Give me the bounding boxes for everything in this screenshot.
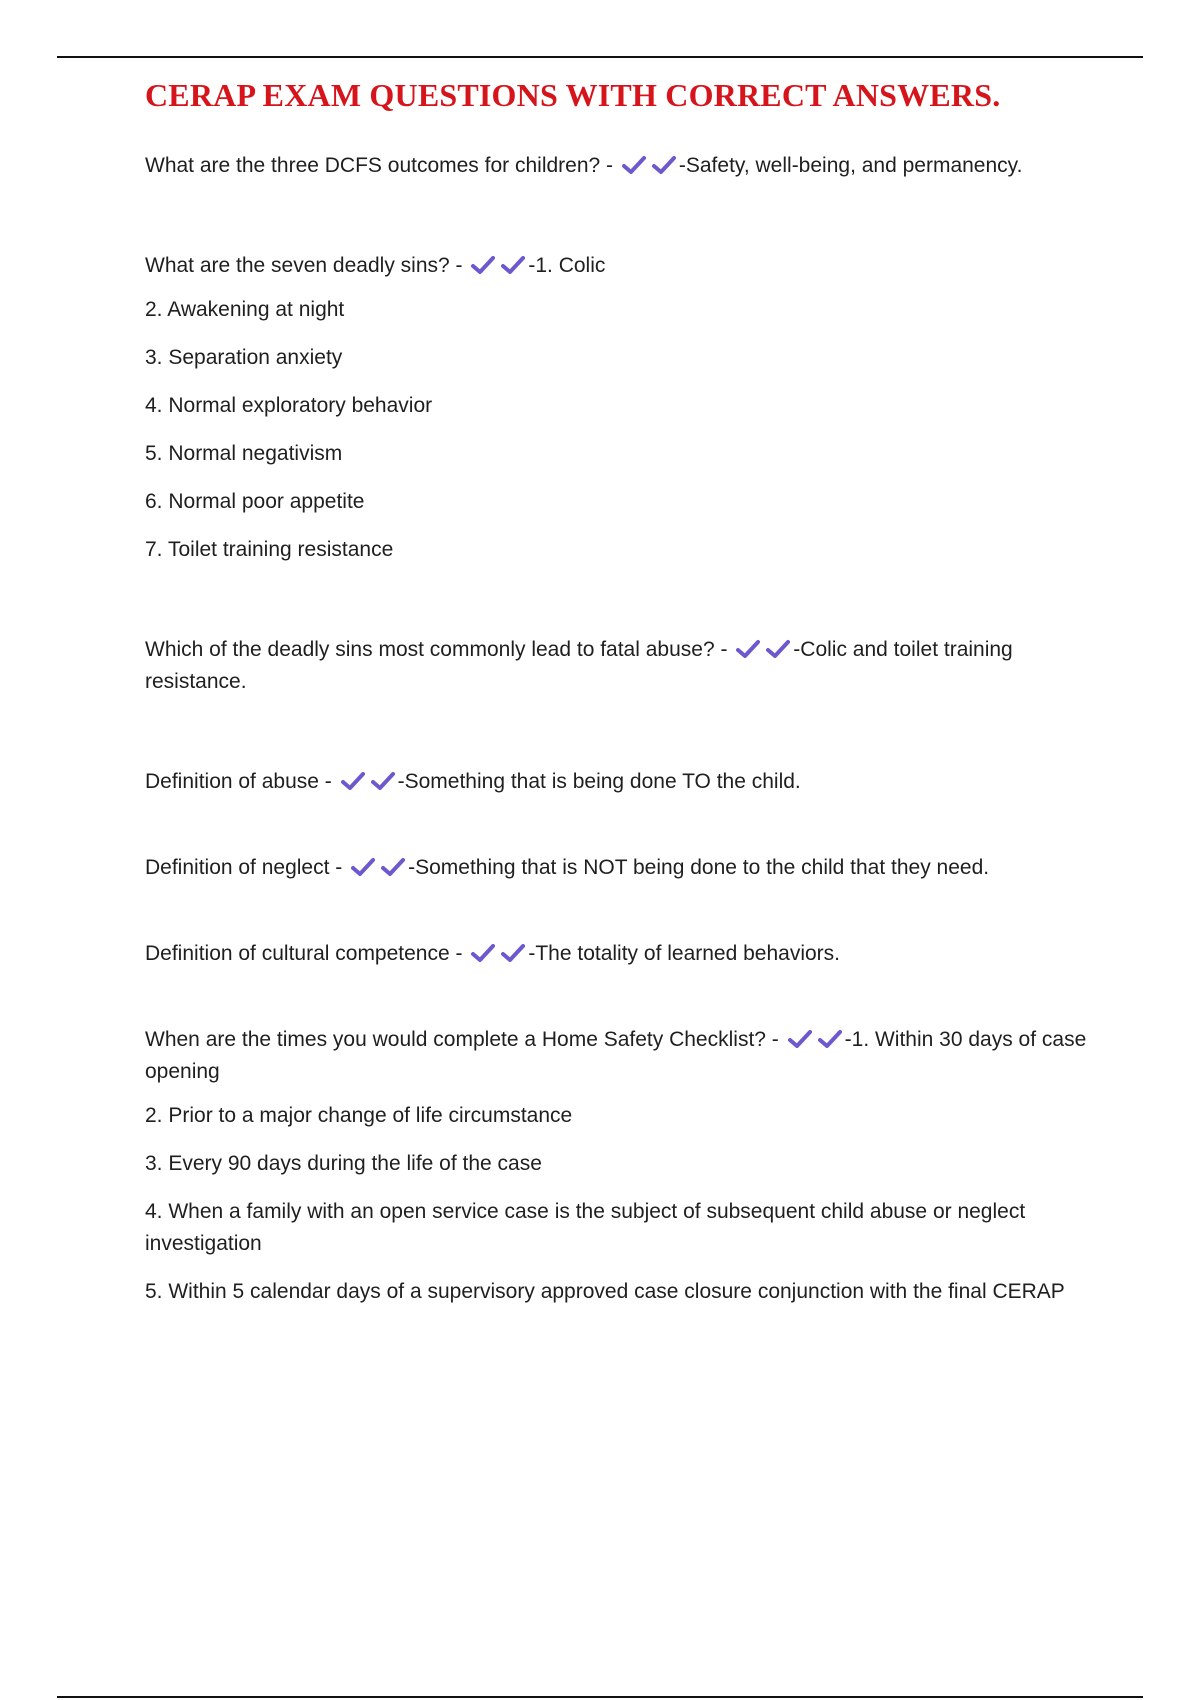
- qa-block-2: [145, 250, 1105, 566]
- question-text: When are the times you would complete a Home Safety Checklist? -: [145, 1028, 779, 1051]
- check-mark-icon: [651, 155, 677, 175]
- question-text: Definition of abuse -: [145, 770, 332, 793]
- list-item: 4. Normal exploratory behavior: [145, 394, 433, 417]
- qa-block-4: [145, 766, 1105, 798]
- check-mark-icon: [817, 1029, 843, 1049]
- question-text: Definition of neglect -: [145, 856, 343, 879]
- question-text: What are the three DCFS outcomes for children? -: [145, 154, 614, 177]
- question-text: Which of the deadly sins most commonly lead to fatal abuse? -: [145, 638, 728, 661]
- qa-line: [145, 634, 1105, 698]
- answer-text: -1. Within 30 days of case opening: [145, 1028, 1087, 1083]
- list-item: 5. Normal negativism: [145, 442, 343, 465]
- check-mark-icon: [500, 943, 526, 963]
- check-mark-icon: [735, 639, 761, 659]
- qa-line: [145, 150, 1105, 182]
- list-item: 6. Normal poor appetite: [145, 490, 365, 513]
- answer-text: -Something that is NOT being done to the child that they need.: [408, 856, 990, 879]
- check-mark-icon: [370, 771, 396, 791]
- list-item: 3. Separation anxiety: [145, 346, 343, 369]
- document-title: CERAP EXAM QUESTIONS WITH CORRECT ANSWERS.: [145, 77, 1001, 113]
- document-body: [145, 74, 1105, 1376]
- list-item: 5. Within 5 calendar days of a supervisory approved case closure conjunction with the final CERAP: [145, 1280, 1065, 1303]
- qa-block-7: [145, 1024, 1105, 1308]
- qa-block-1: [145, 150, 1105, 182]
- qa-line: [145, 852, 1105, 884]
- qa-line: [145, 938, 1105, 970]
- check-mark-icon: [340, 771, 366, 791]
- check-mark-icon: [787, 1029, 813, 1049]
- list-item: 2. Prior to a major change of life circumstance: [145, 1104, 573, 1127]
- question-text: Definition of cultural competence -: [145, 942, 463, 965]
- top-rule: [57, 56, 1143, 58]
- answer-text: -Safety, well-being, and permanency.: [678, 154, 1023, 177]
- check-mark-icon: [380, 857, 406, 877]
- check-mark-icon: [500, 255, 526, 275]
- list-item: 7. Toilet training resistance: [145, 538, 394, 561]
- check-mark-icon: [621, 155, 647, 175]
- qa-block-6: [145, 938, 1105, 970]
- answer-text: -Something that is being done TO the child.: [397, 770, 801, 793]
- qa-line: [145, 766, 1105, 798]
- check-mark-icon: [470, 255, 496, 275]
- list-item: 3. Every 90 days during the life of the case: [145, 1152, 542, 1175]
- list-item: 2. Awakening at night: [145, 298, 345, 321]
- question-text: What are the seven deadly sins? -: [145, 254, 463, 277]
- qa-line: [145, 1024, 1105, 1088]
- qa-block-3: [145, 634, 1105, 698]
- qa-block-5: [145, 852, 1105, 884]
- check-mark-icon: [470, 943, 496, 963]
- check-mark-icon: [350, 857, 376, 877]
- answer-text: -Colic and toilet training resistance.: [145, 638, 1013, 693]
- list-item: 4. When a family with an open service case is the subject of subsequent child abuse or neglect investigation: [145, 1200, 1026, 1255]
- qa-line: [145, 250, 1105, 282]
- answer-text: -The totality of learned behaviors.: [528, 942, 841, 965]
- answer-text: -1. Colic: [528, 254, 606, 277]
- check-mark-icon: [765, 639, 791, 659]
- bottom-rule: [57, 1696, 1143, 1698]
